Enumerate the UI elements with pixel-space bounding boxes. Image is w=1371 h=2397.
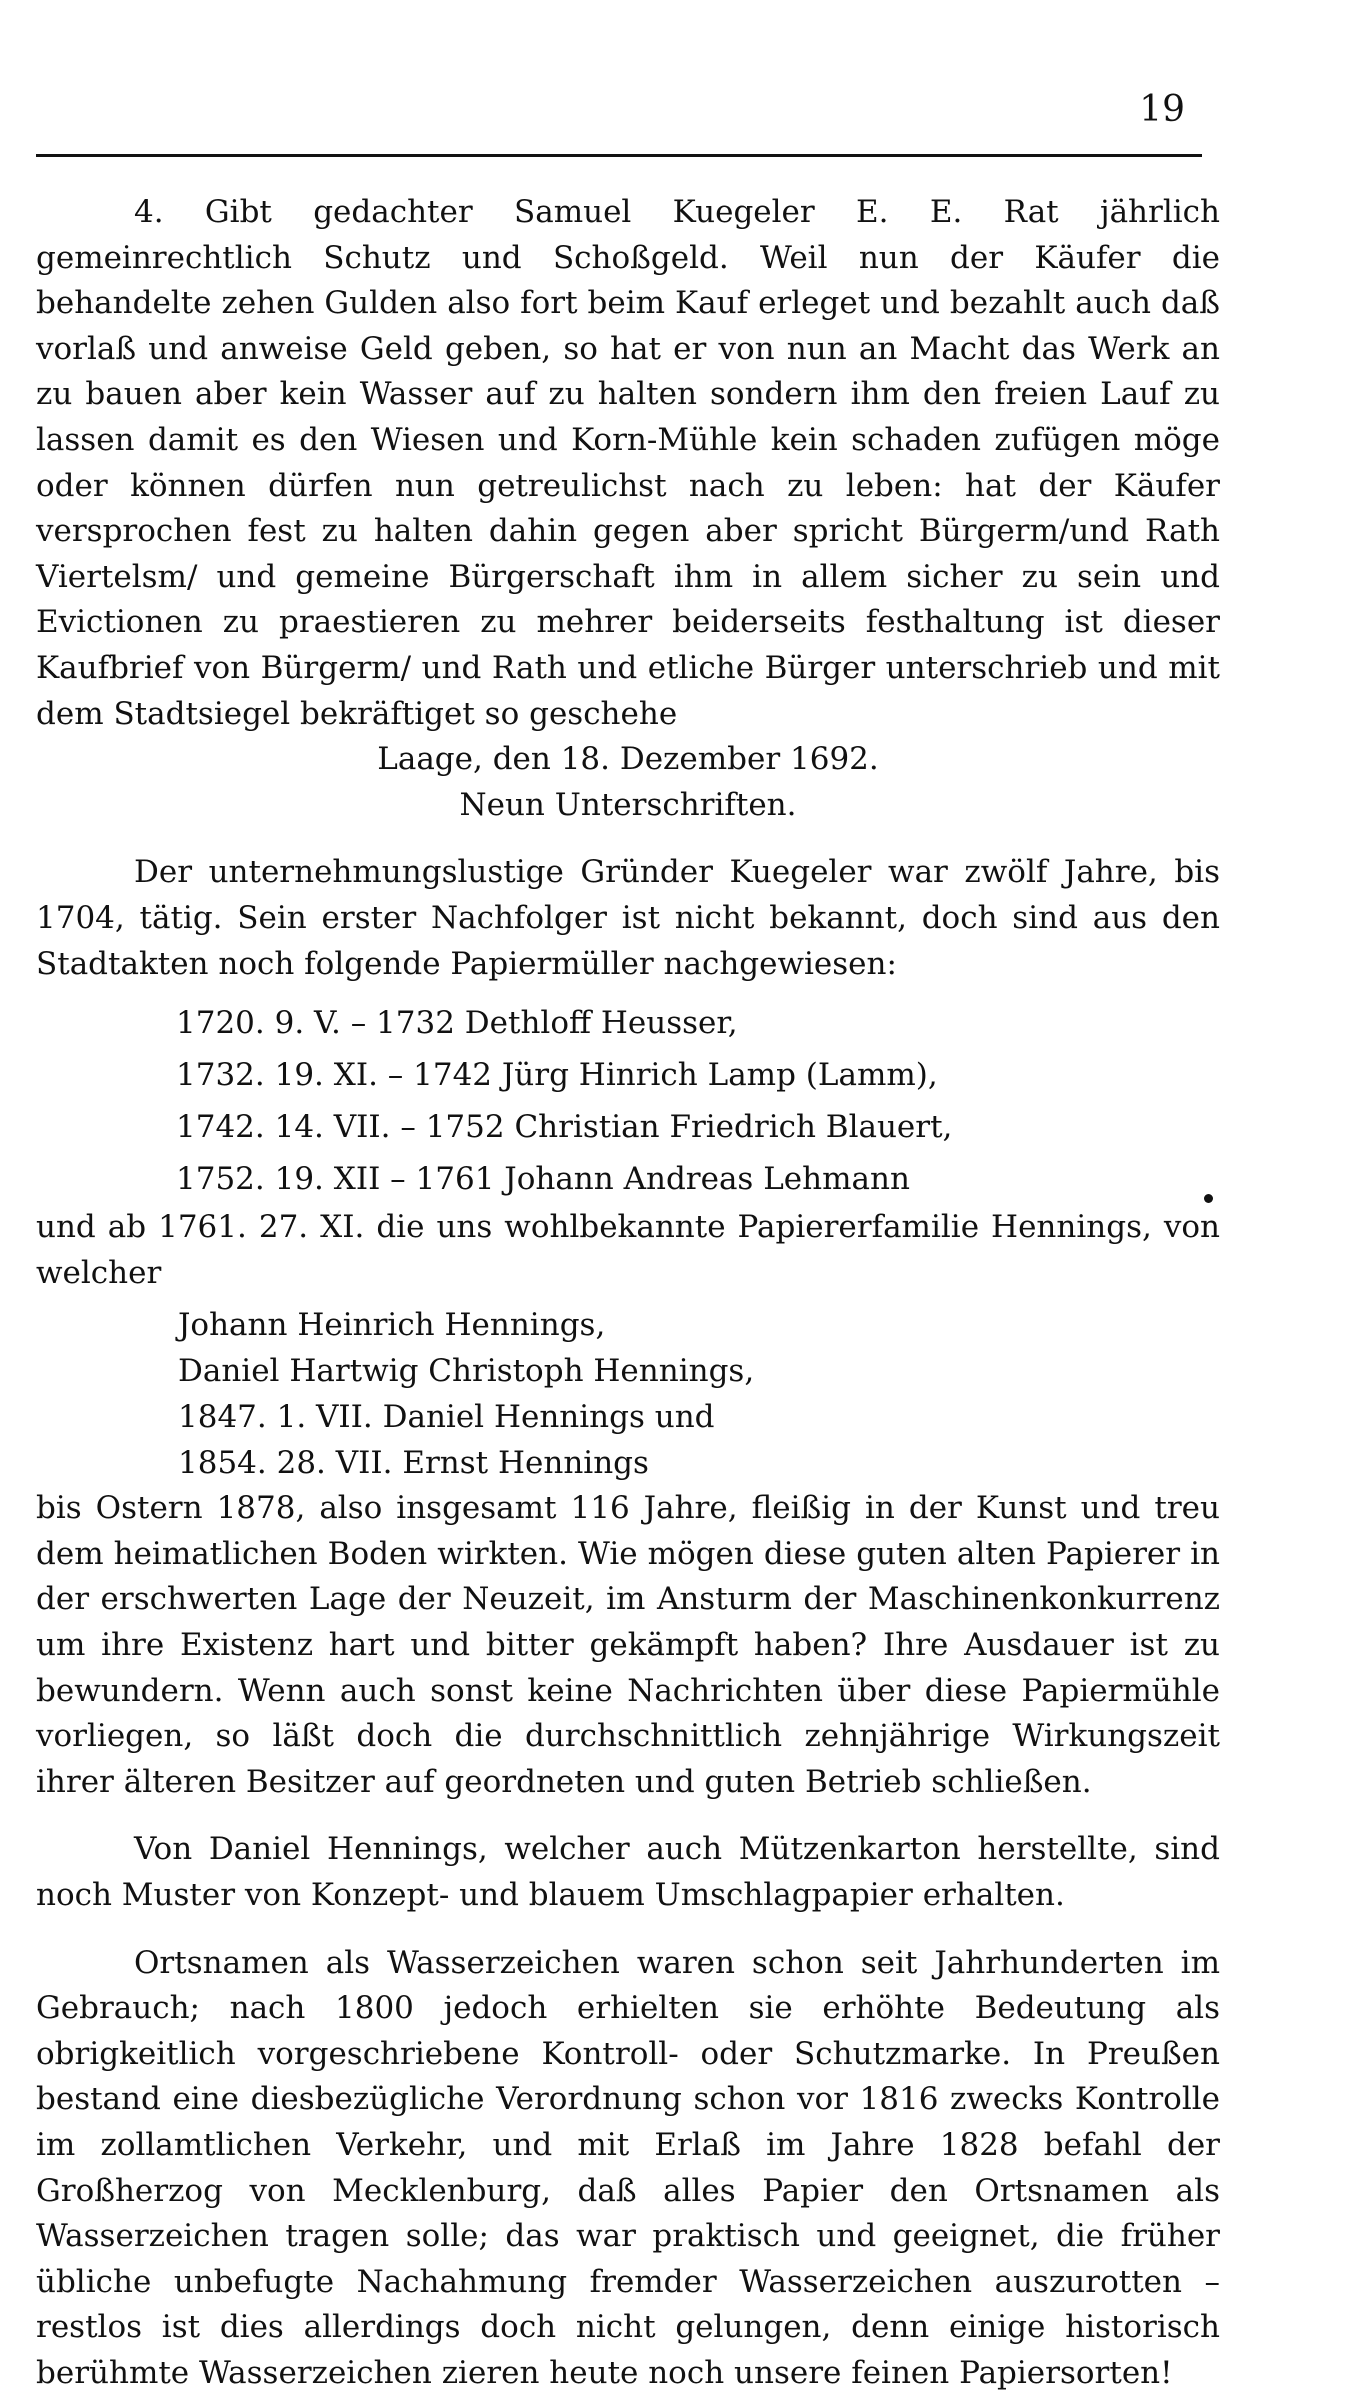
signatures-line: Neun Unterschriften. <box>459 786 797 823</box>
list-item: 1847. 1. VII. Daniel Hennings und <box>178 1399 715 1436</box>
paragraph-watermarks: Ortsnamen als Wasserzeichen waren schon seit Jahrhunderten im Gebrauch; nach 1800 jedoch erhielten sie erhöhte Bedeutung als obrigkeitlich vorgeschriebene Kontroll- oder Schutzmarke. In Preußen bestand eine diesbezügliche Verordnung schon vor 1816 zwecks Kontrolle im zollamtlichen Verkehr, und mit Erlaß im Jahre 1828 befahl der Großherzog von Mecklenburg, daß alles Papier den Ortsnamen als Wasserzeichen tragen solle; das war praktisch und geeignet, die früher übliche unbefugte Nachahmung fremder Wasserzeichen auszurotten – restlos ist dies allerdings doch nicht gelungen, denn einige historisch berühmte Wasserzeichen zieren heute noch unsere feinen Papiersorten! <box>36 1944 1220 2391</box>
list-item: 1720. 9. V. – 1732 Dethloff Heusser, <box>176 1005 738 1042</box>
page-body <box>36 190 1220 2397</box>
paragraph-contract-clause: 4. Gibt gedachter Samuel Kuegeler E. E. Rat jährlich gemeinrechtlich Schutz und Schoßgeld. Weil nun der Käufer die behandelte zehen Gulden also fort beim Kauf erleget und bezahlt auch daß vorlaß und anweise Geld geben, so hat er von nun an Macht das Werk an zu bauen aber kein Wasser auf zu halten sondern ihm den freien Lauf zu lassen damit es den Wiesen und Korn-Mühle kein schaden zufügen möge oder können dürfen nun getreulichst nach zu leben: hat der Käufer versprochen fest zu halten dahin gegen aber spricht Bürgerm/und Rath Viertelsm/ und gemeine Bürgerschaft ihm in allem sicher zu sein und Evictionen zu praestieren zu mehrer beiderseits festhaltung ist dieser Kaufbrief von Bürgerm/ und Rath und etliche Bürger unterschrieb und mit dem Stadtsiegel bekräftiget so geschehe <box>36 194 1220 732</box>
hennings-family-list <box>178 1302 1220 1486</box>
list-item: 1742. 14. VII. – 1752 Christian Friedrich Blauert, <box>176 1109 953 1146</box>
list-item: 1854. 28. VII. Ernst Hennings <box>178 1445 649 1482</box>
paragraph-founder: Der unternehmungslustige Gründer Kuegeler war zwölf Jahre, bis 1704, tätig. Sein erster Nachfolger ist nicht bekannt, doch sind aus den Stadtakten noch folgende Papiermüller nachgewiesen: <box>36 854 1220 982</box>
list-item: 1732. 19. XI. – 1742 Jürg Hinrich Lamp (Lamm), <box>176 1057 938 1094</box>
list-item: 1752. 19. XII – 1761 Johann Andreas Lehmann <box>176 1161 910 1198</box>
paragraph-hennings-era: bis Ostern 1878, also insgesamt 116 Jahre, fleißig in der Kunst und treu dem heimatlichen Boden wirkten. Wie mögen diese guten alten Papierer in der erschwerten Lage der Neuzeit, im Ansturm der Maschinenkonkurrenz um ihre Existenz hart und bitter gekämpft haben? Ihre Ausdauer ist zu bewundern. Wenn auch sonst keine Nachrichten über diese Papiermühle vorliegen, so läßt doch die durchschnittlich zehnjährige Wirkungszeit ihrer älteren Besitzer auf geordneten und guten Betrieb schließen. <box>36 1490 1220 1800</box>
list-item: Johann Heinrich Hennings, <box>178 1307 606 1344</box>
header-rule <box>36 154 1202 157</box>
margin-dot-mark <box>1204 1194 1213 1203</box>
paper-millers-list <box>176 997 1220 1205</box>
paragraph-daniel-hennings: Von Daniel Hennings, welcher auch Mützenkarton herstellte, sind noch Muster von Konzept- und blauem Umschlagpapier erhalten. <box>36 1831 1220 1914</box>
list-item: Daniel Hartwig Christoph Hennings, <box>178 1353 755 1390</box>
paragraph-hennings-intro: und ab 1761. 27. XI. die uns wohlbekannte Papiererfamilie Hennings, von welcher <box>36 1209 1220 1291</box>
page-header <box>20 0 1351 160</box>
place-date-line: Laage, den 18. Dezember 1692. <box>377 741 879 778</box>
page-number: 19 <box>1139 89 1185 130</box>
